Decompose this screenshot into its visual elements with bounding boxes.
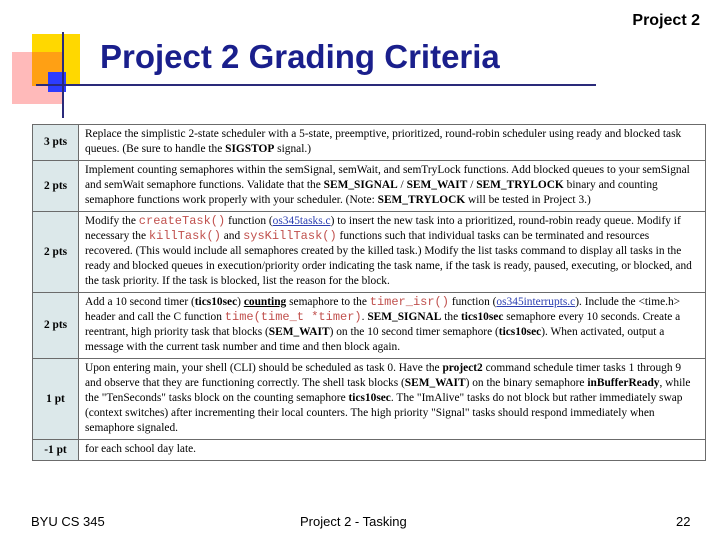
points-cell: 1 pt — [33, 359, 79, 440]
points-cell: 2 pts — [33, 293, 79, 359]
description-text: command schedule timer tasks 1 through 9 and observe that they are functioning correctly. The shell task blocks ( — [85, 362, 682, 389]
bold-term: SEM_WAIT — [406, 179, 468, 191]
bold-term: SEM_WAIT — [268, 326, 330, 338]
criteria-row — [33, 125, 706, 161]
description-text: for each school day late. — [85, 443, 197, 455]
code-function-name: time(time_t *timer) — [224, 310, 362, 324]
description-text: ). Include the <time.h> header and call the C function — [85, 296, 681, 323]
description-text: ). When activated, output a message with the current task number and time and then block again. — [85, 326, 665, 353]
criteria-description — [79, 440, 706, 461]
page-title: Project 2 Grading Criteria — [100, 38, 500, 75]
bold-term: tics10sec — [194, 296, 238, 308]
bold-term: tics10sec — [461, 311, 504, 323]
description-text: function ( — [448, 296, 497, 308]
description-text: . The "ImAlive" tasks do not block but rather immediately swap (context switches) after incrementing their local counters. The high priority "Signal" tasks should respond immediately when semaphore signaled. — [85, 392, 683, 434]
criteria-description — [79, 212, 706, 293]
description-text: the — [441, 311, 462, 323]
code-function-name: killTask() — [148, 229, 221, 243]
criteria-row — [33, 212, 706, 293]
description-text: . — [361, 311, 368, 323]
bold-underlined-term: counting — [243, 296, 287, 308]
description-text: ) on the binary semaphore — [465, 377, 588, 389]
description-text: and — [220, 230, 244, 242]
bold-term: SEM_TRYLOCK — [476, 179, 564, 191]
bold-term: SIGSTOP — [225, 143, 275, 155]
code-function-name: createTask() — [138, 214, 226, 228]
bold-term: tics10sec — [498, 326, 542, 338]
code-function-name: sysKillTask() — [243, 229, 337, 243]
bold-term: project2 — [442, 362, 483, 374]
description-text: , while the "TenSeconds" tasks block on the counting semaphore — [85, 377, 691, 404]
description-text: semaphore every 10 seconds. Create a reentrant, high priority task that blocks ( — [85, 311, 681, 338]
description-text: Modify the — [85, 215, 139, 227]
description-text: signal.) — [274, 143, 312, 155]
criteria-description — [79, 161, 706, 212]
criteria-row — [33, 359, 706, 440]
footer-title: Project 2 - Tasking — [300, 514, 407, 529]
description-text: Replace the simplistic 2-state scheduler with a 5-state, preemptive, prioritized, round-robin scheduler using ready and blocked task queues. (Be sure to handle the — [85, 128, 682, 155]
criteria-row — [33, 440, 706, 461]
criteria-description — [79, 359, 706, 440]
bold-term: SEM_TRYLOCK — [377, 194, 466, 206]
criteria-row — [33, 293, 706, 359]
footer-course: BYU CS 345 — [31, 514, 105, 529]
bold-term: SEM_WAIT — [404, 377, 466, 389]
bold-term: inBufferReady — [587, 377, 660, 389]
description-text: ) — [237, 296, 244, 308]
description-text: Upon entering main, your shell (CLI) should be scheduled as task 0. Have the — [85, 362, 443, 374]
description-text: / — [467, 179, 477, 191]
points-cell: 2 pts — [33, 161, 79, 212]
criteria-description — [79, 125, 706, 161]
source-file-link[interactable]: os345tasks.c — [272, 215, 331, 227]
criteria-description — [79, 293, 706, 359]
page-number: 22 — [676, 514, 691, 529]
description-text: semaphore to the — [286, 296, 370, 308]
criteria-row — [33, 161, 706, 212]
description-text: ) to insert the new task into a prioritized, round-robin ready queue. Modify if necessary the — [85, 215, 681, 242]
points-cell: -1 pt — [33, 440, 79, 461]
description-text: functions such that individual tasks can be terminated and resources recovered. (This would include all semaphores created by the killed task.) Modify the list tasks command to display all tasks in the ready and blocked queues in execution/priority order indicating the task name, if the task is ready, paused, executing, or blocked, and the task priority. If the task is blocked, list the reason for the block. — [85, 230, 692, 287]
grading-criteria-table — [32, 124, 706, 461]
description-text: Implement counting semaphores within the semSignal, semWait, and semTryLock functions. Add blocked queues to your semSignal and semWait semaphore functions. Validate that the — [85, 164, 690, 191]
project-label: Project 2 — [632, 12, 700, 29]
description-text: binary and counting semaphore functions work properly with your scheduler. (Note: — [85, 179, 658, 206]
description-text: / — [397, 179, 407, 191]
bold-term: tics10sec — [348, 392, 391, 404]
description-text: Add a 10 second timer ( — [85, 296, 195, 308]
description-text: ) on the 10 second timer semaphore ( — [329, 326, 499, 338]
description-text: function ( — [225, 215, 273, 227]
source-file-link[interactable]: os345interrupts.c — [496, 296, 576, 308]
bold-term: SEM_SIGNAL — [323, 179, 398, 191]
points-cell: 2 pts — [33, 212, 79, 293]
code-function-name: timer_isr() — [369, 295, 449, 309]
title-divider-line — [36, 84, 596, 86]
logo-vertical-line — [62, 32, 64, 118]
description-text: will be tested in Project 3.) — [465, 194, 591, 206]
points-cell: 3 pts — [33, 125, 79, 161]
bold-term: SEM_SIGNAL — [367, 311, 442, 323]
